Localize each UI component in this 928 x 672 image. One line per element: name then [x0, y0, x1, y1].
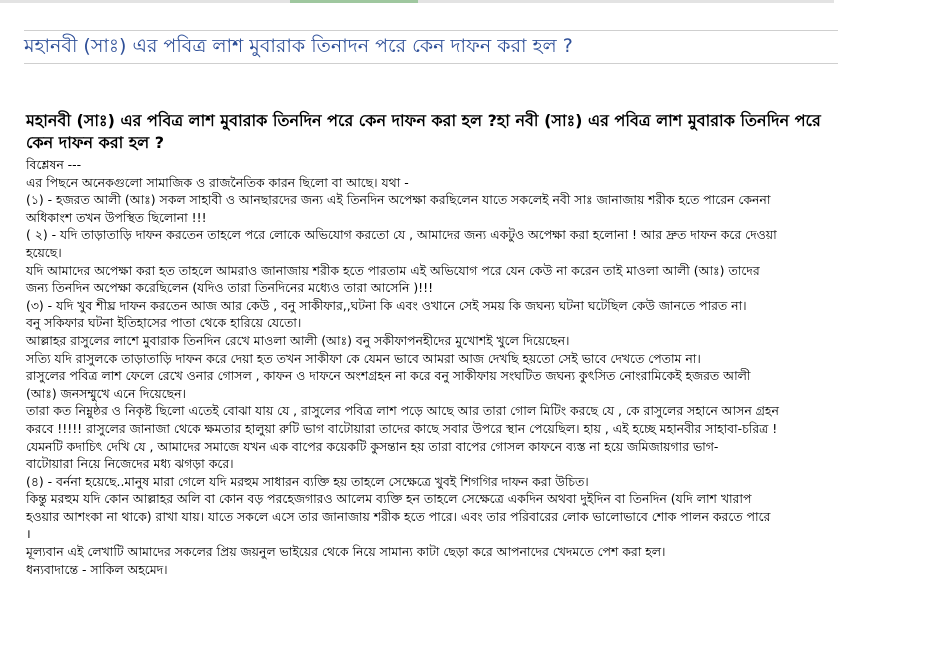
article-line: হয়েছে।	[26, 244, 62, 260]
article-line: জন্য তিনদিন অপেক্ষা করেছিলেন (যদিও তারা তিনদিনের মধ্যেও তারা আসেনি )!!!	[26, 280, 434, 296]
article-line: অধিকাংশ তখন উপস্থিত ছিলোনা !!!	[26, 209, 207, 225]
article-line: কিন্তু মরহুম যদি কোন আল্লাহর অলি বা কোন বড় পরহেজগারও আলেম ব্যক্তি হন তাহলে সেক্ষেত্রে একদিন অথবা দুইদিন বা তিনদিন (যদি লাশ খারাপ	[26, 491, 752, 507]
article-line: ( ২) - যদি তাড়াতাড়ি দাফন করতেন তাহলে পরে লোকে অভিযোগ করতো যে , আমাদের জন্য একটুও অপেক্ষা করা হলোনা ! আর দ্রুত দাফন করে দেওয়া	[26, 227, 777, 243]
article-text	[26, 156, 840, 578]
article-line: (৪) - বর্ননা হয়েছে..মানুষ মারা গেলে যদি মরহুম সাধারন ব্যক্তি হয় তাহলে সেক্ষেত্রে খুবই শিগগির দাফন করা উচিত।	[26, 473, 589, 489]
article-line: করবে !!!!! রাসুলের জানাজা থেকে ক্ষমতার হালুয়া রুটি ভাগ বাটোয়ারা তাদের কাছে সবার উপরে স্থান পেয়েছিল। হায় , এই হচ্ছে মহানবীর সাহাবা-চরিত্র !	[26, 420, 778, 436]
article-line: বাটোয়ারা নিয়ে নিজেদের মধ্য ঝগড়া করে।	[26, 456, 234, 472]
article-line: যেমনটি কদাচিৎ দেখি যে , আমাদের সমাজে যখন এক বাপের কয়েকটি কুসন্তান হয় তারা বাপের গোসল কাফনে ব্যস্ত না হয়ে জমিজায়গার ভাগ-	[26, 438, 719, 454]
article-line: (আঃ) জনসম্মুখে এনে দিয়েছেন।	[26, 385, 186, 401]
article-line: মূল্যবান এই লেখাটি আমাদের সকলের প্রিয় জয়নুল ভাইয়ের থেকে নিয়ে সামান্য কাটা ছেড়া করে আপনাদের খেদমতে পেশ করা হল।	[26, 544, 666, 560]
article-line: (৩) - যদি খুব শীঘ্র দাফন করতেন আজ আর কেউ , বনু সাকীফার,,ঘটনা কি এবং ওখানে সেই সময় কি জঘন্য ঘটনা ঘটেছিল কেউ জানতে পারত না।	[26, 297, 747, 313]
article-line: রাসুলের পবিত্র লাশ ফেলে রেখে ওনার গোসল , কাফন ও দাফনে অংশগ্রহন না করে বনু সাকীফায় সংঘটিত জঘন্য কুৎসিত নোংরামিকেই হজরত আলী	[26, 368, 751, 384]
top-strip-accent	[290, 0, 418, 3]
article-line: হওয়ার আশংকা না থাকে) রাখা যায়। যাতে সকলে এসে তার জানাজায় শরীক হতে পারে। এবং তার পরিবারের লোক ভালোভাবে শোক পালন করতে পারে	[26, 508, 771, 524]
article-line: ধন্যবাদান্তে - সাকিল অহমেদ।	[26, 561, 168, 577]
article-line: সত্যি যদি রাসুলকে তাড়াতাড়ি দাফন করে দেয়া হত তখন সাকীফা কে যেমন ভাবে আমরা আজ দেখছি হয়তো সেই ভাবে দেখতে পেতাম না।	[26, 350, 701, 366]
article-line: বিশ্লেষন ---	[26, 157, 82, 172]
article-line: ।	[26, 526, 31, 542]
article-line: তারা কত নিম্নুষ্ঠর ও নিকৃষ্ট ছিলো এতেই বোঝা যায় যে , রাসুলের পবিত্র লাশ পড়ে আছে আর তারা গোল মিটিং করছে যে , কে রাসুলের সহানে আসন গ্রহন	[26, 403, 779, 419]
article-heading: মহানবী (সাঃ) এর পবিত্র লাশ মুবারাক তিনদিন পরে কেন দাফন করা হল ?হা নবী (সাঃ) এর পবিত্র লাশ মুবারাক তিনদিন পরে কেন দাফন করা হল ?	[26, 111, 821, 152]
title-top-divider	[24, 30, 838, 31]
article-line: এর পিছনে অনেকগুলো সামাজিক ও রাজনৈতিক কারন ছিলো বা আছে। যথা -	[26, 174, 409, 190]
article-line: (১) - হজরত আলী (আঃ) সকল সাহাবী ও আনছারদের জন্য এই তিনদিন অপেক্ষা করছিলেন যাতে সকলেই নবী সাঃ জানাজায় শরীক হতে পারেন কেননা	[26, 192, 771, 208]
article-line: বনু সকিফার ঘটনা ইতিহাসের পাতা থেকে হারিয়ে যেতো।	[26, 315, 302, 331]
article-line: যদি আমাদের অপেক্ষা করা হত তাহলে আমরাও জানাজায় শরীক হতে পারতাম এই অভিযোগ পরে যেন কেউ না করেন তাই মাওলা আলী (আঃ) তাদের	[26, 262, 760, 278]
article-line: আল্লাহর রাসুলের লাশে মুবারাক তিনদিন রেখে মাওলা আলী (আঃ) বনু সকীফাপনহীদের মুখোশই খুলে দিয়েছেন।	[26, 332, 570, 348]
title-bottom-divider	[24, 63, 838, 64]
top-scroll-strip	[0, 0, 834, 3]
article-body	[26, 110, 840, 578]
page-title: মহানবী (সাঃ) এর পবিত্র লাশ মুবারাক তিনাদন পরে কেন দাফন করা হল ?	[24, 35, 573, 57]
